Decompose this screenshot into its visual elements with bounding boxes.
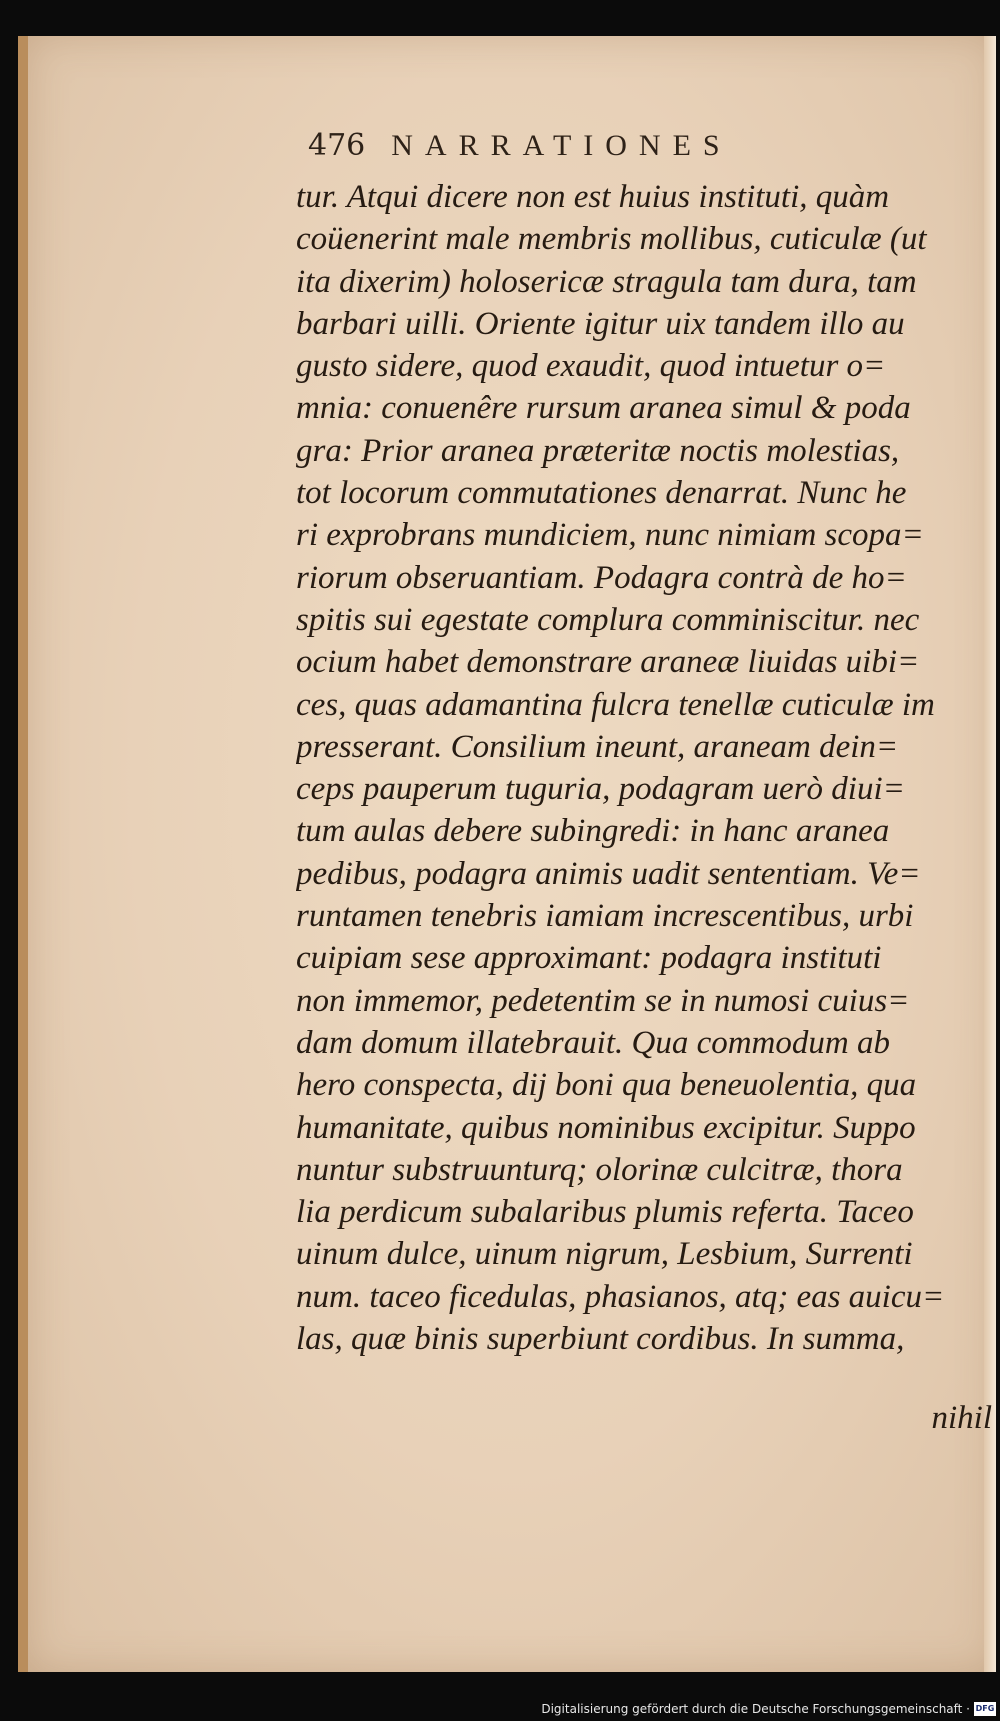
text-line: ocium habet demonstrare araneæ liuidas uibi= — [296, 644, 920, 681]
text-line: las, quæ binis superbiunt cordibus. In summa, — [296, 1321, 905, 1358]
page-number: 476 — [308, 128, 366, 163]
running-head: NARRATIONES — [391, 129, 732, 162]
text-line: ces, quas adamantina fulcra tenellæ cuticulæ im — [296, 686, 935, 723]
catchword: nihil — [931, 1400, 992, 1436]
text-line: tot locorum commutationes denarrat. Nunc he — [296, 475, 907, 512]
body-text — [296, 176, 956, 1360]
book-page — [18, 36, 996, 1672]
text-line: gusto sidere, quod exaudit, quod intuetur o= — [296, 348, 886, 385]
text-line: coüenerint male membris mollibus, cuticulæ (ut — [296, 221, 927, 258]
page-header — [308, 128, 732, 163]
text-line: ri exprobrans mundiciem, nunc nimiam scopa= — [296, 517, 924, 554]
text-line: pedibus, podagra animis uadit sententiam. Ve= — [296, 855, 921, 892]
text-line: lia perdicum subalaribus plumis referta. Taceo — [296, 1194, 914, 1231]
text-line: riorum obseruantiam. Podagra contrà de ho= — [296, 559, 907, 596]
text-line: uinum dulce, uinum nigrum, Lesbium, Surrenti — [296, 1236, 913, 1273]
text-line: dam domum illatebrauit. Qua commodum ab — [296, 1024, 890, 1061]
text-line: gra: Prior aranea præteritæ noctis molestias, — [296, 432, 900, 469]
text-line: presserant. Consilium ineunt, araneam dein= — [296, 728, 899, 765]
text-line: non immemor, pedetentim se in numosi cuius= — [296, 982, 910, 1019]
text-line: humanitate, quibus nominibus excipitur. Suppo — [296, 1109, 916, 1146]
text-line: tum aulas debere subingredi: in hanc aranea — [296, 813, 890, 850]
digitization-footer — [0, 1695, 1000, 1721]
text-line: num. taceo ficedulas, phasianos, atq; eas auicu= — [296, 1278, 945, 1315]
text-line: runtamen tenebris iamiam increscentibus, urbi — [296, 898, 914, 935]
funding-credit: Digitalisierung gefördert durch die Deutsche Forschungsgemeinschaft · — [541, 1702, 970, 1716]
text-line: nuntur substruunturq; olorinæ culcitræ, thora — [296, 1151, 903, 1188]
text-line: cuipiam sese approximant: podagra instituti — [296, 940, 882, 977]
text-line: ceps pauperum tuguria, podagram uerò diui= — [296, 771, 905, 808]
text-line: ita dixerim) holosericæ stragula tam dura, tam — [296, 263, 917, 300]
text-line: barbari uilli. Oriente igitur uix tandem illo au — [296, 305, 905, 342]
text-line: spitis sui egestate complura comminiscitur. nec — [296, 601, 920, 638]
text-line: hero conspecta, dij boni qua beneuolentia, qua — [296, 1067, 917, 1104]
dfg-logo: DFG — [974, 1702, 996, 1716]
text-line: mnia: conuenêre rursum aranea simul & poda — [296, 390, 911, 427]
text-line: tur. Atqui dicere non est huius instituti, quàm — [296, 179, 890, 215]
